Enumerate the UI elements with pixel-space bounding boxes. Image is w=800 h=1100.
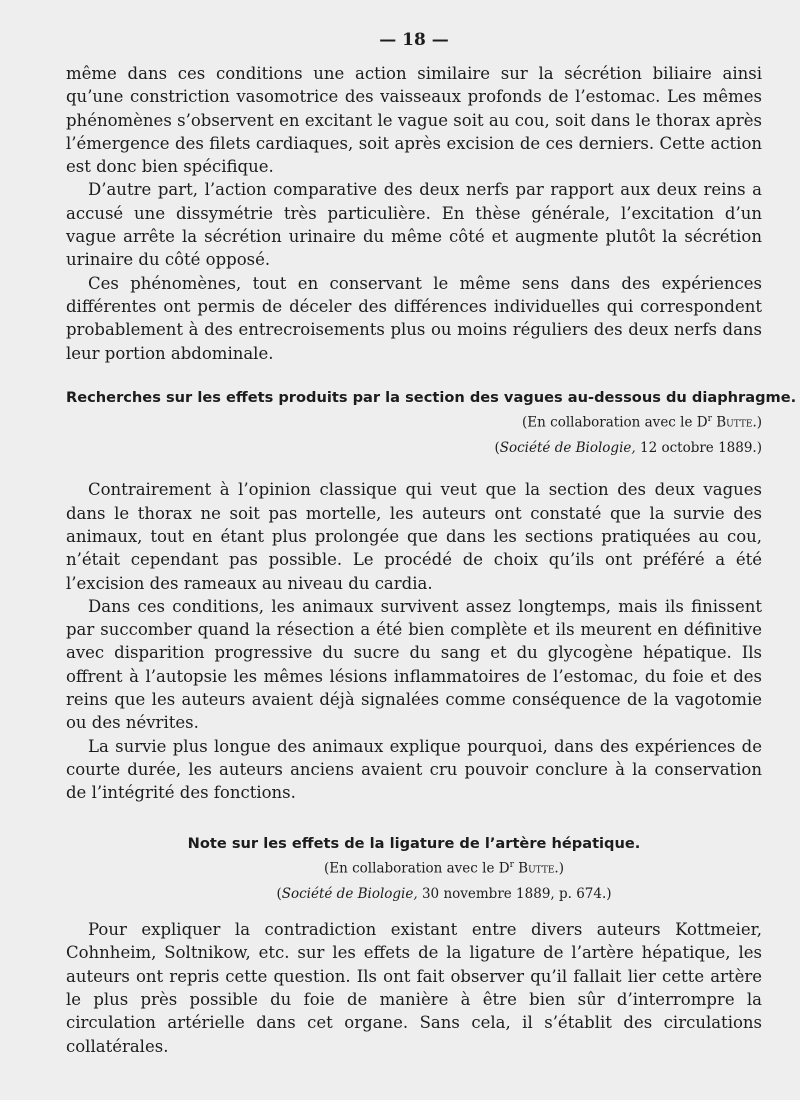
intro-paragraph-2: D’autre part, l’action comparative des deux nerfs par rapport aux deux reins a accusé une dissymétrie très particulière. En thèse générale, l’excitation d’un vague arrête la sécrétion urinaire du même côté et augmente plutôt la sécrétion urinaire du côté opposé. — [66, 180, 762, 270]
section-body — [66, 478, 762, 804]
intro-paragraph-3: Ces phénomènes, tout en conservant le même sens dans des expériences différentes ont permis de déceler des différences individuelles qui correspondent probablement à des entrecroisements plus ou moins réguliers des deux nerfs dans leur portion abdominale. — [66, 273, 762, 363]
intro-text — [66, 62, 762, 365]
section-body — [66, 918, 762, 1058]
section-paragraph-1: Contrairement à l’opinion classique qui veut que la section des deux vagues dans le thorax ne soit pas mortelle, les auteurs ont constaté que la survie des animaux, tout en étant plus prolongée que dans les sections pratiquées au cou, n’était cependant pas possible. Le procédé de choix qu’ils ont préféré a été l’excision des rameaux au niveau du cardia. — [66, 480, 762, 593]
page-number: — 18 — — [379, 30, 449, 50]
intro-paragraph-1: même dans ces conditions une action similaire sur la sécrétion biliaire ainsi qu’une constriction vasomotrice des vaisseaux profonds de l’estomac. Les mêmes phénomènes s’observent en excitant le vague soit au cou, soit dans le thorax après l’émergence des filets cardiaques, soit après excision de ces derniers. Cette action est donc bien spécifique. — [66, 64, 762, 177]
section-paragraph-2: Dans ces conditions, les animaux survivent assez longtemps, mais ils finissent par succomber quand la résection a été bien complète et ils meurent en définitive avec disparition progressive du sucre du sang et du glycogène hépatique. Ils offrent à l’autopsie les mêmes lésions inflammatoires de l’estomac, du foie et des reins que les auteurs avaient déjà signalées comme conséquence de la vagotomie ou des névrites. — [66, 596, 762, 733]
journal-name: Société de Biologie, — [499, 440, 636, 457]
source-citation: (Société de Biologie, 30 novembre 1889, p. 674.) — [276, 886, 612, 903]
section-paragraph-3: La survie plus longue des animaux explique pourquoi, dans des expériences de courte durée, les auteurs anciens avaient cru pouvoir conclure à la conservation de l’intégrité des fonctions. — [66, 736, 762, 803]
section-heading: Recherches sur les effets produits par la section des vagues au-dessous du diaphragme. — [66, 388, 797, 406]
collaborator-name: Butte — [518, 860, 555, 877]
section-hepatic-artery — [66, 835, 762, 1058]
journal-name: Société de Biologie, — [281, 886, 418, 903]
source-citation: (Société de Biologie, 12 octobre 1889.) — [494, 440, 762, 457]
section-vagus-section — [66, 388, 797, 805]
section-paragraph-1: Pour expliquer la contradiction existant entre divers auteurs Kottmeier, Cohnheim, Soltnikow, etc. sur les effets de la ligature de l’artère hépatique, les auteurs ont repris cette question. Ils ont fait observer qu’il fallait lier cette artère le plus près possible du foie de manière à être bien sûr d’interrompre la circulation artérielle dans cet organe. Sans cela, il s’établit des circulations collatérales. — [66, 920, 762, 1056]
collaboration-note: (En collaboration avec le $D^r$ Butte.) — [522, 413, 762, 431]
collaborator-name: Butte — [716, 414, 753, 431]
section-heading: Note sur les effets de la ligature de l’artère hépatique. — [187, 834, 641, 852]
collaboration-note: (En collaboration avec le $D^r$ Butte.) — [324, 859, 564, 877]
